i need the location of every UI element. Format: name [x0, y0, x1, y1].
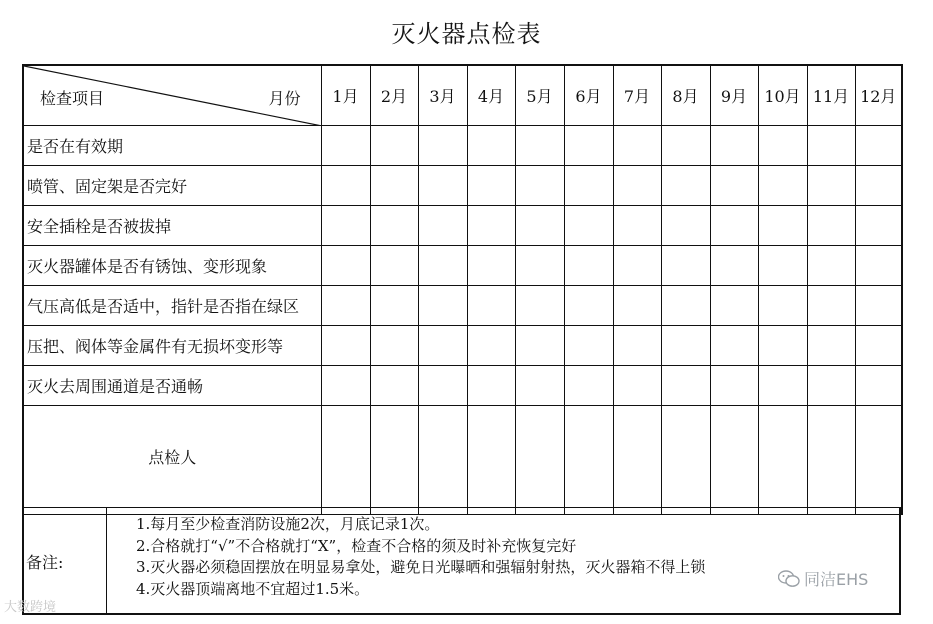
check-cell[interactable] — [467, 206, 515, 246]
inspector-signature-cell[interactable] — [661, 406, 710, 515]
table-row — [23, 326, 902, 366]
check-cell[interactable] — [661, 366, 710, 406]
check-cell[interactable] — [710, 366, 758, 406]
check-cell[interactable] — [661, 326, 710, 366]
table-row — [23, 126, 902, 166]
check-cell[interactable] — [418, 246, 467, 286]
check-cell[interactable] — [515, 246, 564, 286]
check-cell[interactable] — [661, 286, 710, 326]
table-row — [23, 366, 902, 406]
inspector-signature-cell[interactable] — [418, 406, 467, 515]
check-cell[interactable] — [710, 286, 758, 326]
check-cell[interactable] — [855, 286, 902, 326]
note-line: 2.合格就打“√”不合格就打“X”，检查不合格的须及时补充恢复完好 — [136, 536, 577, 555]
check-item-label: 安全插栓是否被拔掉 — [23, 206, 321, 246]
check-cell[interactable] — [321, 366, 370, 406]
check-cell[interactable] — [515, 206, 564, 246]
check-cell[interactable] — [467, 286, 515, 326]
inspector-signature-cell[interactable] — [321, 406, 370, 515]
check-cell[interactable] — [807, 286, 855, 326]
check-cell[interactable] — [564, 246, 613, 286]
check-cell[interactable] — [467, 166, 515, 206]
check-cell[interactable] — [321, 326, 370, 366]
check-cell[interactable] — [418, 326, 467, 366]
check-cell[interactable] — [467, 126, 515, 166]
wechat-icon — [778, 570, 800, 588]
check-cell[interactable] — [613, 166, 661, 206]
check-cell[interactable] — [321, 246, 370, 286]
check-cell[interactable] — [613, 326, 661, 366]
check-cell[interactable] — [564, 126, 613, 166]
check-cell[interactable] — [758, 206, 807, 246]
check-cell[interactable] — [370, 286, 418, 326]
check-cell[interactable] — [564, 326, 613, 366]
check-item-label: 灭火器罐体是否有锈蚀、变形现象 — [23, 246, 321, 286]
check-cell[interactable] — [564, 286, 613, 326]
note-line: 4.灭火器顶端离地不宜超过1.5米。 — [136, 579, 370, 598]
check-cell[interactable] — [564, 366, 613, 406]
inspector-row — [23, 406, 902, 515]
inspector-label: 点检人 — [23, 406, 321, 515]
check-cell[interactable] — [515, 286, 564, 326]
check-cell[interactable] — [758, 246, 807, 286]
sheet-title: 灭火器点检表 — [391, 20, 542, 48]
check-cell[interactable] — [613, 366, 661, 406]
check-cell[interactable] — [613, 246, 661, 286]
notes-divider — [106, 508, 107, 614]
check-cell[interactable] — [855, 366, 902, 406]
check-cell[interactable] — [661, 246, 710, 286]
month-header-cell: 1月 — [321, 65, 370, 126]
check-item-label: 气压高低是否适中，指针是否指在绿区 — [23, 286, 321, 326]
check-cell[interactable] — [321, 286, 370, 326]
check-cell[interactable] — [613, 126, 661, 166]
inspector-signature-cell[interactable] — [855, 406, 902, 515]
month-header-cell: 5月 — [515, 65, 564, 126]
check-cell[interactable] — [855, 246, 902, 286]
note-line: 1.每月至少检查消防设施2次，月底记录1次。 — [136, 515, 440, 533]
check-cell[interactable] — [807, 326, 855, 366]
inspector-signature-cell[interactable] — [515, 406, 564, 515]
check-cell[interactable] — [515, 126, 564, 166]
month-header-cell: 7月 — [613, 65, 661, 126]
check-cell[interactable] — [564, 206, 613, 246]
check-item-label: 灭火去周围通道是否通畅 — [23, 366, 321, 406]
month-header-cell: 10月 — [758, 65, 807, 126]
check-cell[interactable] — [855, 126, 902, 166]
check-cell[interactable] — [758, 166, 807, 206]
check-cell[interactable] — [758, 326, 807, 366]
table-row — [23, 206, 902, 246]
inspector-signature-cell[interactable] — [710, 406, 758, 515]
inspector-signature-cell[interactable] — [564, 406, 613, 515]
check-cell[interactable] — [807, 166, 855, 206]
check-cell[interactable] — [710, 246, 758, 286]
inspection-table — [22, 64, 903, 515]
check-cell[interactable] — [515, 366, 564, 406]
note-line: 3.灭火器必须稳固摆放在明显易拿处，避免日光曝晒和强辐射射热，灭火器箱不得上锁 — [136, 558, 706, 576]
check-cell[interactable] — [661, 166, 710, 206]
month-header-cell: 2月 — [370, 65, 418, 126]
check-cell[interactable] — [467, 246, 515, 286]
check-cell[interactable] — [467, 326, 515, 366]
watermark-right-text: 同洁EHS — [804, 570, 869, 589]
check-cell[interactable] — [418, 286, 467, 326]
watermark-left: 大数跨境 — [4, 600, 57, 615]
check-cell[interactable] — [855, 206, 902, 246]
month-header-cell: 9月 — [710, 65, 758, 126]
header-month-label: 月份 — [268, 89, 301, 108]
check-cell[interactable] — [758, 286, 807, 326]
check-cell[interactable] — [855, 326, 902, 366]
inspector-signature-cell[interactable] — [807, 406, 855, 515]
notes-label: 备注: — [26, 553, 64, 572]
check-cell[interactable] — [515, 166, 564, 206]
inspector-signature-cell[interactable] — [467, 406, 515, 515]
check-item-label: 喷管、固定架是否完好 — [23, 166, 321, 206]
check-cell[interactable] — [321, 126, 370, 166]
check-cell[interactable] — [661, 206, 710, 246]
notes-section — [22, 507, 901, 615]
inspector-signature-cell[interactable] — [370, 406, 418, 515]
table-row — [23, 286, 902, 326]
check-cell[interactable] — [321, 166, 370, 206]
month-header-cell: 8月 — [661, 65, 710, 126]
check-cell[interactable] — [418, 126, 467, 166]
month-header-cell: 4月 — [467, 65, 515, 126]
table-row — [23, 246, 902, 286]
check-cell[interactable] — [370, 246, 418, 286]
check-cell[interactable] — [370, 366, 418, 406]
check-cell[interactable] — [370, 126, 418, 166]
table-row — [23, 166, 902, 206]
month-header-cell: 11月 — [807, 65, 855, 126]
corner-header-cell — [23, 65, 321, 126]
check-cell[interactable] — [710, 126, 758, 166]
check-cell[interactable] — [855, 166, 902, 206]
check-cell[interactable] — [321, 206, 370, 246]
check-cell[interactable] — [467, 366, 515, 406]
check-cell[interactable] — [807, 206, 855, 246]
check-cell[interactable] — [661, 126, 710, 166]
check-cell[interactable] — [807, 366, 855, 406]
month-header-cell: 3月 — [418, 65, 467, 126]
inspector-signature-cell[interactable] — [758, 406, 807, 515]
check-cell[interactable] — [418, 206, 467, 246]
check-cell[interactable] — [418, 166, 467, 206]
watermark-right — [778, 567, 868, 590]
check-item-label: 是否在有效期 — [23, 126, 321, 166]
header-row — [23, 65, 902, 126]
check-cell[interactable] — [515, 326, 564, 366]
check-cell[interactable] — [710, 166, 758, 206]
check-cell[interactable] — [564, 166, 613, 206]
notes-list — [136, 514, 705, 600]
check-cell[interactable] — [613, 286, 661, 326]
month-header-cell: 6月 — [564, 65, 613, 126]
check-cell[interactable] — [613, 206, 661, 246]
month-header-cell: 12月 — [855, 65, 902, 126]
check-cell[interactable] — [807, 246, 855, 286]
check-cell[interactable] — [418, 366, 467, 406]
check-cell[interactable] — [370, 206, 418, 246]
header-item-label: 检查项目 — [40, 89, 105, 108]
check-cell[interactable] — [370, 326, 418, 366]
inspector-signature-cell[interactable] — [613, 406, 661, 515]
check-item-label: 压把、阀体等金属件有无损坏变形等 — [23, 326, 321, 366]
check-cell[interactable] — [370, 166, 418, 206]
check-cell[interactable] — [710, 326, 758, 366]
check-cell[interactable] — [807, 126, 855, 166]
check-cell[interactable] — [710, 206, 758, 246]
check-cell[interactable] — [758, 126, 807, 166]
check-cell[interactable] — [758, 366, 807, 406]
